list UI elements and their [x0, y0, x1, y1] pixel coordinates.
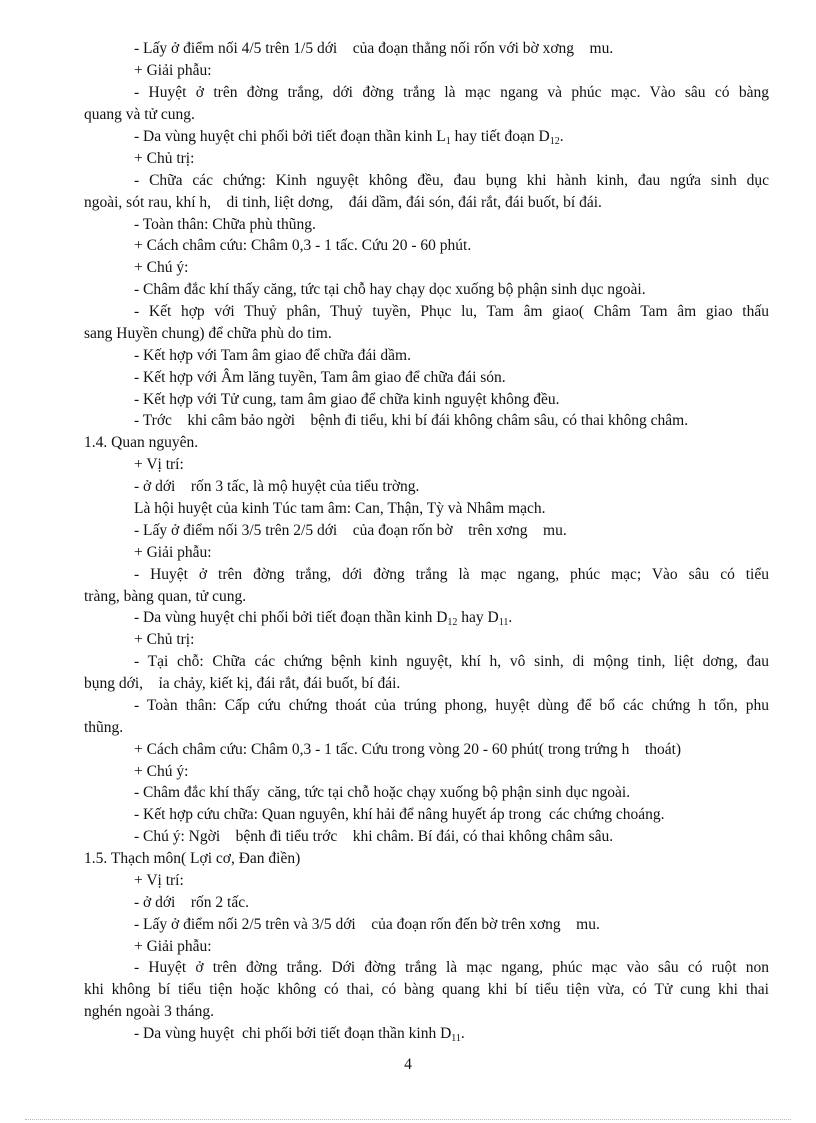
text-line: - Chú ý: Ngời bệnh đi tiểu trớc khi châm. Bí đái, có thai không châm sâu. — [134, 828, 614, 845]
text-line: - Da vùng huyệt chi phối bởi tiết đoạn thần kinh $D_{11}$. — [134, 1025, 465, 1044]
text-line: - Chữa các chứng: Kinh nguyệt không đều, đau bụng khi hành kinh, đau ngứa sinh dục — [134, 172, 769, 189]
text-line: quang và tử cung. — [84, 106, 195, 123]
text-line: - Kết hợp với Thuỷ phân, Thuỷ tuyền, Phục lu, Tam âm giao( Châm Tam âm giao thấu — [134, 303, 769, 320]
text-line: - ở dới rốn 3 tấc, là mộ huyệt của tiểu trờng. — [134, 478, 420, 495]
text-line: ngoài, sót rau, khí h, di tinh, liệt dơng, đái dầm, đái són, đái rắt, đái buốt, bí đái. — [84, 194, 602, 211]
text-line: - Lấy ở điểm nối 3/5 trên 2/5 dới của đoạn rốn bờ trên xơng mu. — [134, 522, 567, 539]
text-line: - Toàn thân: Chữa phù thũng. — [134, 216, 316, 233]
section-heading: 1.4. Quan nguyên. — [84, 434, 199, 451]
text-line: - Châm đắc khí thấy căng, tức tại chỗ hay chạy dọc xuống bộ phận sinh dục ngoài. — [134, 281, 646, 298]
section-heading: 1.5. Thạch môn( Lợi cơ, Đan điền) — [84, 850, 301, 867]
text-line: - Da vùng huyệt chi phối bởi tiết đoạn thần kinh $L_1$ hay tiết đoạn $D_{12}$. — [134, 128, 564, 147]
text-line: tràng, bàng quan, tử cung. — [84, 588, 247, 605]
text-line: Là hội huyệt của kinh Túc tam âm: Can, Thận, Tỳ và Nhâm mạch. — [134, 500, 546, 517]
text-line: + Chủ trị: — [134, 150, 195, 167]
text-line: + Cách châm cứu: Châm 0,3 - 1 tấc. Cứu 20 - 60 phút. — [134, 237, 472, 254]
text-line: - Da vùng huyệt chi phối bởi tiết đoạn thần kinh $D_{12}$ hay $D_{11}$. — [134, 609, 513, 628]
text-line: - Toàn thân: Cấp cứu chứng thoát của trúng phong, huyệt dùng để bổ các chứng h tổn, phu — [134, 697, 769, 714]
text-line: nghén ngoài 3 tháng. — [84, 1003, 215, 1020]
text-line: - Lấy ở điểm nối 2/5 trên và 3/5 dới của đoạn rốn đến bờ trên xơng mu. — [134, 916, 600, 933]
text-line: - Kết hợp cứu chữa: Quan nguyên, khí hải để nâng huyết áp trong các chứng choáng. — [134, 806, 665, 823]
text-line: - Tại chỗ: Chữa các chứng bệnh kinh nguyệt, khí h, vô sinh, di mộng tinh, liệt dơng, đau — [134, 653, 769, 670]
text-line: + Cách châm cứu: Châm 0,3 - 1 tấc. Cứu trong vòng 20 - 60 phút( trong trứng h thoát) — [134, 741, 682, 758]
text-line: sang Huyền chung) để chữa phù do tim. — [84, 325, 332, 342]
text-line: thũng. — [84, 719, 124, 736]
text-line: - Huyệt ở trên đờng trắng. Dới đờng trắng là mạc ngang, phúc mạc vào sâu có ruột non — [134, 959, 769, 976]
text-line: + Chủ trị: — [134, 631, 195, 648]
page-number: 4 — [404, 1056, 412, 1073]
text-line: + Giải phẫu: — [134, 544, 212, 561]
text-line: - Lấy ở điểm nối 4/5 trên 1/5 dới của đoạn thẳng nối rốn với bờ xơng mu. — [134, 40, 614, 57]
text-line: - Kết hợp với Tam âm giao để chữa đái dầm. — [134, 347, 411, 364]
text-line: + Giải phẫu: — [134, 62, 212, 79]
text-line: - Huyệt ở trên đờng trắng, dới đờng trắng là mạc ngang, phúc mạc; Vào sâu có tiểu — [134, 566, 769, 583]
text-line: - Huyệt ở trên đờng trắng, dới đờng trắng là mạc ngang và phúc mạc. Vào sâu có bàng — [134, 84, 769, 101]
text-line: - Kết hợp với Tử cung, tam âm giao để chữa kinh nguyệt không đều. — [134, 391, 560, 408]
text-line: khi không bí tiểu tiện hoặc không có thai, có bàng quang khi bí tiểu tiện vừa, có Tử cung khi thai — [84, 981, 769, 998]
text-line: + Vị trí: — [134, 872, 184, 889]
text-line: + Chú ý: — [134, 259, 189, 276]
text-line: - ở dới rốn 2 tấc. — [134, 894, 249, 911]
text-line: + Giải phẫu: — [134, 938, 212, 955]
text-line: - Châm đắc khí thấy căng, tức tại chỗ hoặc chạy xuống bộ phận sinh dục ngoài. — [134, 784, 631, 801]
text-line: + Chú ý: — [134, 763, 189, 780]
page-bottom-divider — [25, 1119, 791, 1120]
text-line: - Trớc khi câm bảo ngời bệnh đi tiểu, khi bí đái không châm sâu, có thai không châm. — [134, 412, 689, 429]
text-line: + Vị trí: — [134, 456, 184, 473]
text-line: - Kết hợp với Âm lăng tuyền, Tam âm giao để chữa đái són. — [134, 369, 506, 386]
text-line: bụng dới, ỉa chảy, kiết kị, đái rắt, đái buốt, bí đái. — [84, 675, 401, 692]
